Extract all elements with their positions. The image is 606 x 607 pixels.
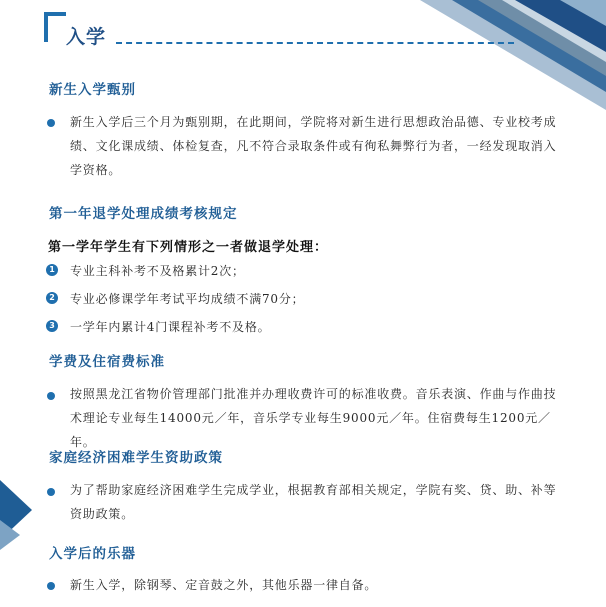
- list-item: 专业主科补考不及格累计2次；: [70, 264, 245, 278]
- section-paragraph: 新生入学后三个月为甄别期，在此期间，学院将对新生进行思想政治品德、专业校考成绩、文化课成绩、体检复查，凡不符合录取条件或有徇私舞弊行为者，一经发现取消入学资格。: [70, 115, 557, 177]
- number-badge-icon: 2: [46, 292, 58, 304]
- bullet-icon: [47, 392, 55, 400]
- bullet-icon: [47, 582, 55, 590]
- section-heading: 新生入学甄别: [49, 82, 136, 98]
- number-badge-icon: 1: [46, 264, 58, 276]
- page-header: [44, 12, 514, 52]
- rule-lead: 第一学年学生有下列情形之一者做退学处理：: [48, 240, 329, 255]
- list-item: 专业必修课学年考试平均成绩不满70分；: [70, 292, 305, 306]
- page-title: 入学: [66, 26, 107, 48]
- number-badge-icon: 3: [46, 320, 58, 332]
- section-heading: 入学后的乐器: [49, 546, 136, 562]
- left-edge-decoration: [0, 480, 40, 580]
- section-heading: 家庭经济困难学生资助政策: [49, 450, 223, 466]
- section-paragraph: 新生入学，除钢琴、定音鼓之外，其他乐器一律自备。: [70, 578, 378, 592]
- bullet-icon: [47, 488, 55, 496]
- section-heading: 学费及住宿费标准: [49, 354, 165, 370]
- section-paragraph: 按照黑龙江省物价管理部门批准并办理收费许可的标准收费。音乐表演、作曲与作曲技术理论专业每生14000元／年，音乐学专业每生9000元／年。住宿费每生1200元／年。: [70, 387, 557, 449]
- section-heading: 第一年退学处理成绩考核规定: [49, 206, 238, 222]
- bullet-icon: [47, 119, 55, 127]
- section-paragraph: 为了帮助家庭经济困难学生完成学业，根据教育部相关规定，学院有奖、贷、助、补等资助政策。: [70, 483, 557, 521]
- list-item: 一学年内累计4门课程补考不及格。: [70, 320, 271, 334]
- header-divider: [116, 42, 514, 44]
- bracket-icon: [44, 12, 66, 42]
